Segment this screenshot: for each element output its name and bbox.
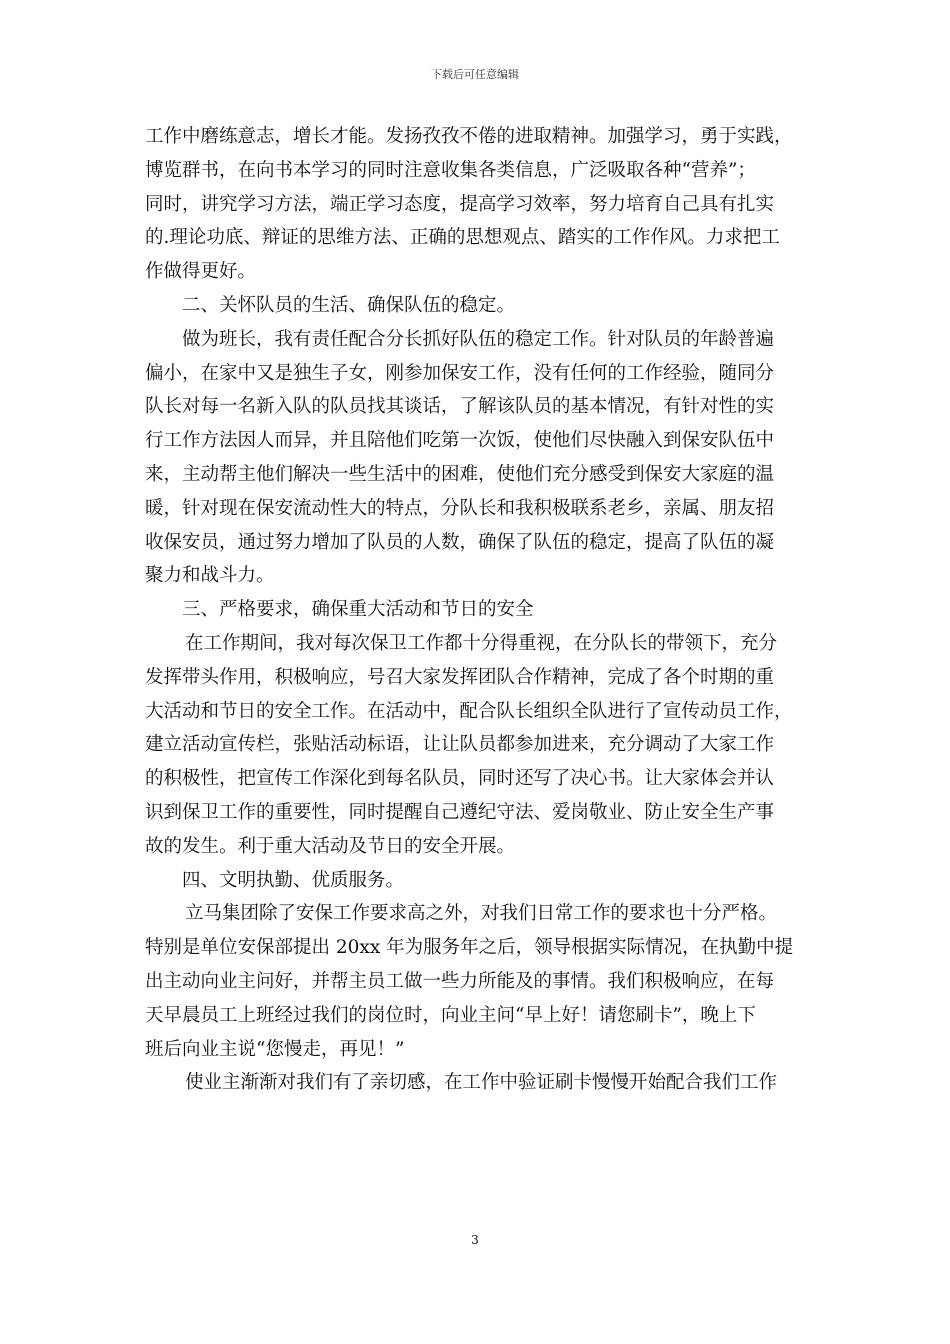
text-line: 工作中磨练意志，增长才能。发扬孜孜不倦的进取精神。加强学习，勇于实践， (145, 126, 793, 147)
text-line: 队长对每一名新入队的队员找其谈话，了解该队员的基本情况，有针对性的实 (145, 396, 775, 418)
text-line: 暖，针对现在保安流动性大的特点，分队长和我积极联系老乡，亲属、朋友招 (145, 497, 775, 519)
text-line: 使业主渐渐对我们有了亲切感，在工作中验证刷卡慢慢开始配合我们工作 (185, 1072, 778, 1094)
text-line: 博览群书，在向书本学习的同时注意收集各类信息，广泛吸取各种“营养”； (145, 159, 756, 181)
text-line: 在工作期间，我对每次保卫工作都十分得重视，在分队长的带领下，充分 (185, 632, 778, 654)
text-line: 偏小，在家中又是独生子女，刚参加保安工作，没有任何的工作经验，随同分 (145, 362, 775, 384)
section-heading: 二、关怀队员的生活、确保队伍的稳定。 (182, 294, 516, 316)
text-line: 聚力和战斗力。 (145, 565, 275, 587)
text-line: 收保安员，通过努力增加了队员的人数，确保了队伍的稳定，提高了队伍的凝 (145, 531, 775, 553)
text-line: 建立活动宣传栏，张贴活动标语，让让队员都参加进来，充分调动了大家工作 (145, 734, 775, 756)
text-line: 行工作方法因人而异，并且陪他们吃第一次饭，使他们尽快融入到保安队伍中 (145, 430, 775, 452)
text-line: 班后向业主说“您慢走，再见！” (145, 1038, 405, 1060)
text-line: 的.理论功底、辩证的思维方法、正确的思想观点、踏实的工作作风。力求把工 (145, 227, 780, 249)
text-line: 大活动和节日的安全工作。在活动中，配合队长组织全队进行了宣传动员工作， (145, 700, 793, 722)
text-line: 做为班长，我有责任配合分长抓好队伍的稳定工作。针对队员的年龄普遍 (182, 328, 775, 350)
text-line: 识到保卫工作的重要性，同时提醒自己遵纪守法、爱岗敬业、防止安全生产事 (145, 801, 775, 823)
section-heading: 四、文明执勤、优质服务。 (182, 869, 405, 891)
text-line: 同时，讲究学习方法，端正学习态度，提高学习效率，努力培育自己具有扎实 (145, 193, 775, 215)
text-line: 故的发生。利于重大活动及节日的安全开展。 (145, 835, 516, 857)
page-number: 3 (471, 1233, 479, 1247)
text-line: 发挥带头作用，积极响应，号召大家发挥团队合作精神，完成了各个时期的重 (145, 666, 775, 688)
text-line: 来，主动帮主他们解决一些生活中的困难，使他们充分感受到保安大家庭的温 (145, 463, 775, 485)
text-line: 立马集团除了安保工作要求高之外，对我们日常工作的要求也十分严格。 (185, 903, 778, 925)
text-line: 出主动向业主问好，并帮主员工做一些力所能及的事情。我们积极响应，在每 (145, 970, 775, 992)
text-line: 特别是单位安保部提出 20xx 年为服务年之后，领导根据实际情况，在执勤中提 (145, 937, 794, 959)
text-line: 天早晨员工上班经过我们的岗位时，向业主问“早上好！请您刷卡”，晚上下 (145, 1004, 756, 1026)
text-line: 作做得更好。 (145, 261, 257, 283)
document-body (145, 120, 807, 1100)
page-header: 下载后可任意编辑 (431, 68, 519, 81)
section-heading: 三、严格要求，确保重大活动和节日的安全 (182, 599, 534, 621)
text-line: 的积极性，把宣传工作深化到每名队员，同时还写了决心书。让大家体会并认 (145, 768, 775, 790)
